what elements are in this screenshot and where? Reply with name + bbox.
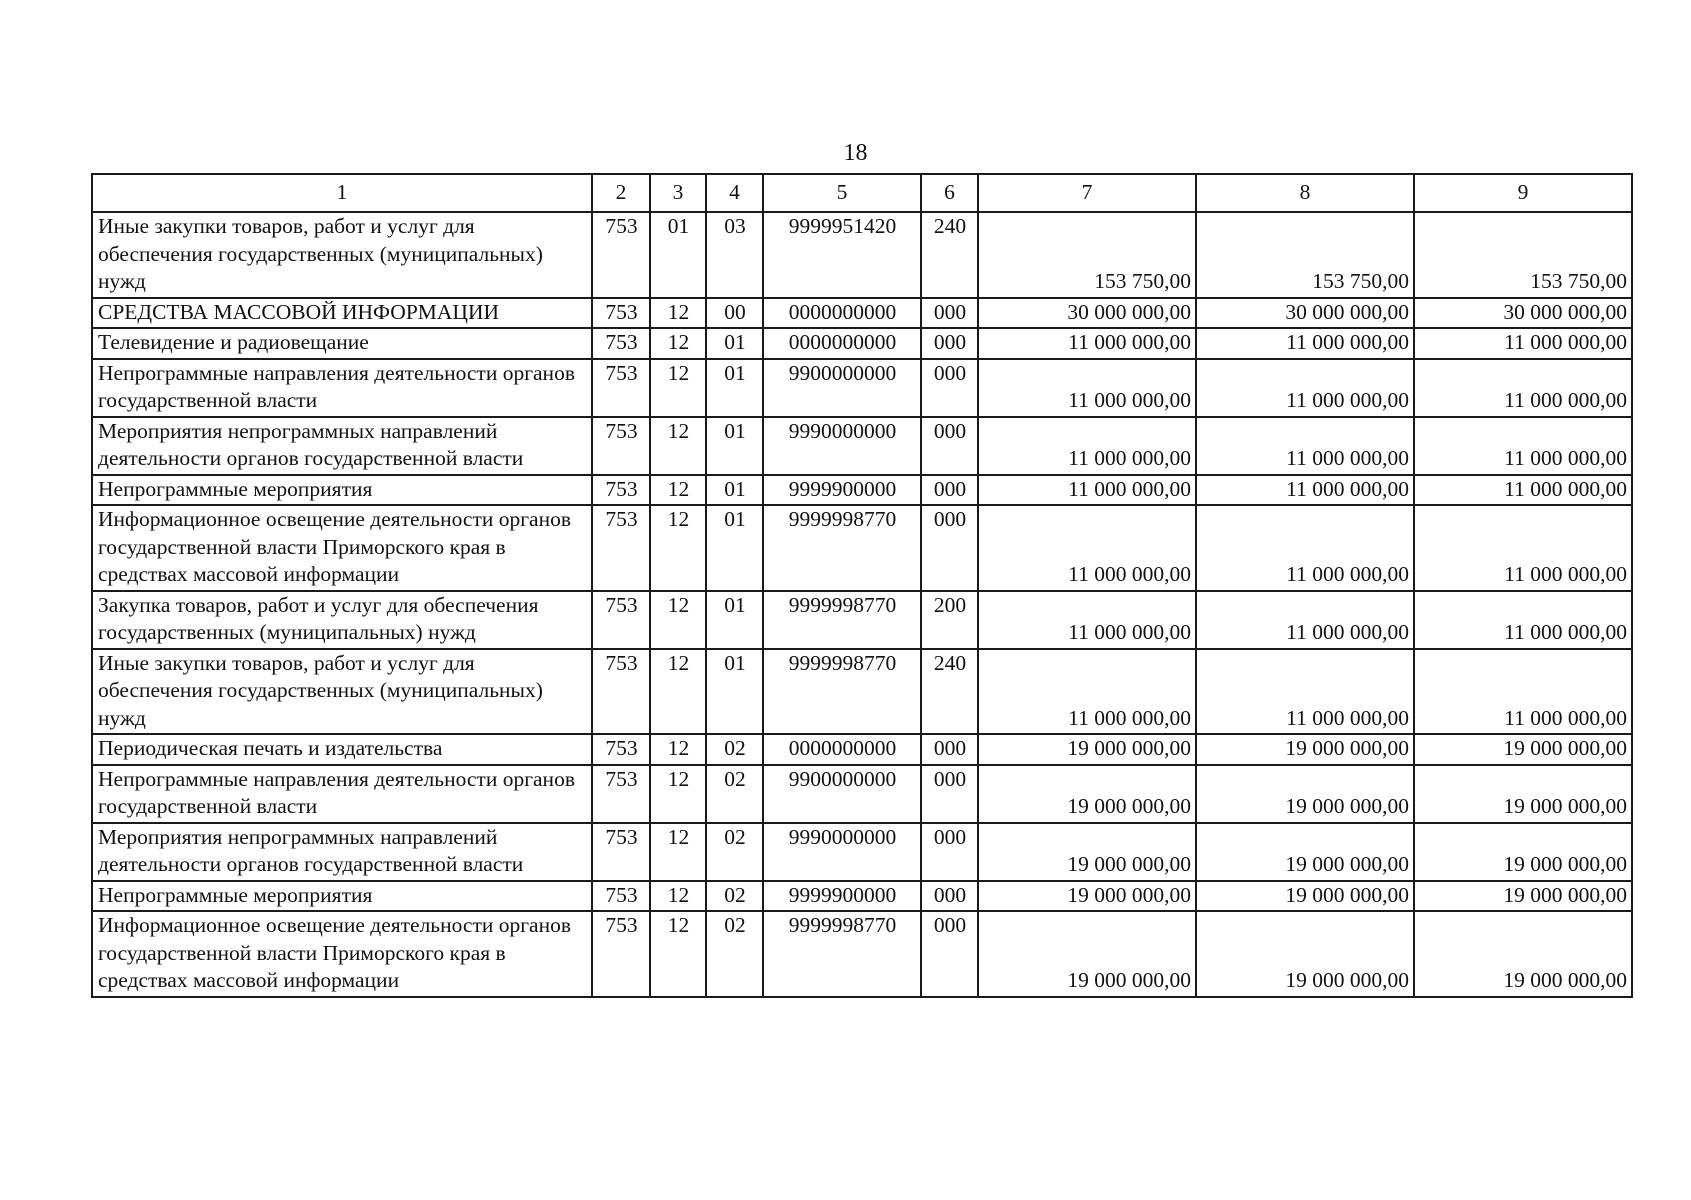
amount-col-7: 19 000 000,00 xyxy=(978,823,1196,881)
amount-col-7: 19 000 000,00 xyxy=(978,765,1196,823)
amount-col-7: 19 000 000,00 xyxy=(978,911,1196,997)
subsection-code: 01 xyxy=(706,417,763,475)
amount-col-7: 153 750,00 xyxy=(978,212,1196,298)
subsection-code: 01 xyxy=(706,359,763,417)
section-code: 12 xyxy=(650,591,706,649)
target-article-code: 9990000000 xyxy=(763,823,921,881)
table-row xyxy=(92,417,1632,475)
subsection-code: 02 xyxy=(706,881,763,912)
table-row xyxy=(92,328,1632,359)
ministry-code: 753 xyxy=(592,212,650,298)
column-number-row xyxy=(92,174,1632,212)
column-number: 8 xyxy=(1196,174,1414,212)
expense-name: СРЕДСТВА МАССОВОЙ ИНФОРМАЦИИ xyxy=(92,298,592,329)
amount-col-8: 11 000 000,00 xyxy=(1196,649,1414,735)
column-number: 4 xyxy=(706,174,763,212)
amount-col-9: 11 000 000,00 xyxy=(1414,417,1632,475)
amount-col-8: 11 000 000,00 xyxy=(1196,475,1414,506)
amount-col-7: 11 000 000,00 xyxy=(978,359,1196,417)
section-code: 12 xyxy=(650,734,706,765)
target-article-code: 9990000000 xyxy=(763,417,921,475)
section-code: 12 xyxy=(650,649,706,735)
ministry-code: 753 xyxy=(592,911,650,997)
section-code: 12 xyxy=(650,359,706,417)
table-row xyxy=(92,911,1632,997)
expense-name: Непрограммные мероприятия xyxy=(92,881,592,912)
target-article-code: 9999998770 xyxy=(763,505,921,591)
expense-type-code: 000 xyxy=(921,505,978,591)
section-code: 12 xyxy=(650,475,706,506)
amount-col-8: 19 000 000,00 xyxy=(1196,911,1414,997)
target-article-code: 0000000000 xyxy=(763,328,921,359)
expense-name: Информационное освещение деятельности органов государственной власти Приморского края в средствах массовой информации xyxy=(92,505,592,591)
target-article-code: 0000000000 xyxy=(763,298,921,329)
expense-name: Иные закупки товаров, работ и услуг для обеспечения государственных (муниципальных) нужд xyxy=(92,649,592,735)
section-code: 12 xyxy=(650,765,706,823)
section-code: 12 xyxy=(650,417,706,475)
table-row xyxy=(92,298,1632,329)
table-row xyxy=(92,359,1632,417)
amount-col-8: 11 000 000,00 xyxy=(1196,328,1414,359)
amount-col-8: 19 000 000,00 xyxy=(1196,765,1414,823)
amount-col-9: 30 000 000,00 xyxy=(1414,298,1632,329)
subsection-code: 01 xyxy=(706,505,763,591)
ministry-code: 753 xyxy=(592,649,650,735)
expense-type-code: 240 xyxy=(921,649,978,735)
target-article-code: 0000000000 xyxy=(763,734,921,765)
expense-type-code: 000 xyxy=(921,911,978,997)
expense-type-code: 000 xyxy=(921,475,978,506)
target-article-code: 9999998770 xyxy=(763,911,921,997)
table-row xyxy=(92,505,1632,591)
expense-name: Мероприятия непрограммных направлений деятельности органов государственной власти xyxy=(92,417,592,475)
expense-name: Периодическая печать и издательства xyxy=(92,734,592,765)
expense-type-code: 200 xyxy=(921,591,978,649)
amount-col-8: 19 000 000,00 xyxy=(1196,734,1414,765)
expense-name: Закупка товаров, работ и услуг для обеспечения государственных (муниципальных) нужд xyxy=(92,591,592,649)
page-number: 18 xyxy=(843,140,868,166)
expense-type-code: 000 xyxy=(921,359,978,417)
target-article-code: 9900000000 xyxy=(763,765,921,823)
amount-col-9: 11 000 000,00 xyxy=(1414,475,1632,506)
amount-col-8: 19 000 000,00 xyxy=(1196,881,1414,912)
amount-col-9: 19 000 000,00 xyxy=(1414,765,1632,823)
amount-col-9: 11 000 000,00 xyxy=(1414,328,1632,359)
subsection-code: 03 xyxy=(706,212,763,298)
column-number: 3 xyxy=(650,174,706,212)
section-code: 12 xyxy=(650,328,706,359)
table-row xyxy=(92,881,1632,912)
table-row xyxy=(92,591,1632,649)
target-article-code: 9999998770 xyxy=(763,649,921,735)
table-row xyxy=(92,212,1632,298)
amount-col-9: 11 000 000,00 xyxy=(1414,649,1632,735)
section-code: 12 xyxy=(650,823,706,881)
ministry-code: 753 xyxy=(592,417,650,475)
column-number: 6 xyxy=(921,174,978,212)
section-code: 12 xyxy=(650,298,706,329)
expense-type-code: 240 xyxy=(921,212,978,298)
amount-col-9: 19 000 000,00 xyxy=(1414,734,1632,765)
expense-name: Непрограммные мероприятия xyxy=(92,475,592,506)
expense-type-code: 000 xyxy=(921,328,978,359)
amount-col-7: 11 000 000,00 xyxy=(978,505,1196,591)
amount-col-9: 11 000 000,00 xyxy=(1414,359,1632,417)
ministry-code: 753 xyxy=(592,823,650,881)
subsection-code: 02 xyxy=(706,734,763,765)
section-code: 12 xyxy=(650,881,706,912)
ministry-code: 753 xyxy=(592,328,650,359)
amount-col-9: 11 000 000,00 xyxy=(1414,591,1632,649)
subsection-code: 02 xyxy=(706,823,763,881)
expense-name: Информационное освещение деятельности органов государственной власти Приморского края в средствах массовой информации xyxy=(92,911,592,997)
column-number: 9 xyxy=(1414,174,1632,212)
expense-type-code: 000 xyxy=(921,417,978,475)
ministry-code: 753 xyxy=(592,505,650,591)
amount-col-9: 153 750,00 xyxy=(1414,212,1632,298)
amount-col-7: 19 000 000,00 xyxy=(978,734,1196,765)
expense-type-code: 000 xyxy=(921,765,978,823)
amount-col-9: 19 000 000,00 xyxy=(1414,823,1632,881)
target-article-code: 9900000000 xyxy=(763,359,921,417)
amount-col-8: 11 000 000,00 xyxy=(1196,505,1414,591)
amount-col-7: 11 000 000,00 xyxy=(978,417,1196,475)
target-article-code: 9999900000 xyxy=(763,475,921,506)
table-row xyxy=(92,649,1632,735)
section-code: 12 xyxy=(650,911,706,997)
ministry-code: 753 xyxy=(592,734,650,765)
expense-type-code: 000 xyxy=(921,881,978,912)
subsection-code: 01 xyxy=(706,591,763,649)
amount-col-8: 19 000 000,00 xyxy=(1196,823,1414,881)
column-number: 1 xyxy=(92,174,592,212)
ministry-code: 753 xyxy=(592,475,650,506)
ministry-code: 753 xyxy=(592,881,650,912)
section-code: 12 xyxy=(650,505,706,591)
table-row xyxy=(92,475,1632,506)
expense-name: Непрограммные направления деятельности органов государственной власти xyxy=(92,359,592,417)
target-article-code: 9999998770 xyxy=(763,591,921,649)
amount-col-7: 11 000 000,00 xyxy=(978,591,1196,649)
amount-col-8: 30 000 000,00 xyxy=(1196,298,1414,329)
subsection-code: 01 xyxy=(706,649,763,735)
subsection-code: 00 xyxy=(706,298,763,329)
amount-col-7: 11 000 000,00 xyxy=(978,649,1196,735)
amount-col-7: 11 000 000,00 xyxy=(978,328,1196,359)
ministry-code: 753 xyxy=(592,591,650,649)
amount-col-7: 30 000 000,00 xyxy=(978,298,1196,329)
subsection-code: 01 xyxy=(706,328,763,359)
target-article-code: 9999951420 xyxy=(763,212,921,298)
amount-col-8: 11 000 000,00 xyxy=(1196,417,1414,475)
expense-name: Непрограммные направления деятельности органов государственной власти xyxy=(92,765,592,823)
expense-name: Иные закупки товаров, работ и услуг для обеспечения государственных (муниципальных) нужд xyxy=(92,212,592,298)
table-row xyxy=(92,823,1632,881)
table-row xyxy=(92,734,1632,765)
amount-col-8: 11 000 000,00 xyxy=(1196,359,1414,417)
amount-col-9: 19 000 000,00 xyxy=(1414,881,1632,912)
subsection-code: 02 xyxy=(706,911,763,997)
expense-name: Мероприятия непрограммных направлений деятельности органов государственной власти xyxy=(92,823,592,881)
amount-col-8: 11 000 000,00 xyxy=(1196,591,1414,649)
budget-table xyxy=(91,173,1633,998)
amount-col-9: 19 000 000,00 xyxy=(1414,911,1632,997)
column-number: 5 xyxy=(763,174,921,212)
target-article-code: 9999900000 xyxy=(763,881,921,912)
amount-col-7: 19 000 000,00 xyxy=(978,881,1196,912)
ministry-code: 753 xyxy=(592,298,650,329)
subsection-code: 02 xyxy=(706,765,763,823)
ministry-code: 753 xyxy=(592,359,650,417)
expense-name: Телевидение и радиовещание xyxy=(92,328,592,359)
expense-type-code: 000 xyxy=(921,734,978,765)
subsection-code: 01 xyxy=(706,475,763,506)
ministry-code: 753 xyxy=(592,765,650,823)
column-number: 7 xyxy=(978,174,1196,212)
table-row xyxy=(92,765,1632,823)
expense-type-code: 000 xyxy=(921,823,978,881)
amount-col-8: 153 750,00 xyxy=(1196,212,1414,298)
amount-col-9: 11 000 000,00 xyxy=(1414,505,1632,591)
expense-type-code: 000 xyxy=(921,298,978,329)
column-number: 2 xyxy=(592,174,650,212)
section-code: 01 xyxy=(650,212,706,298)
amount-col-7: 11 000 000,00 xyxy=(978,475,1196,506)
